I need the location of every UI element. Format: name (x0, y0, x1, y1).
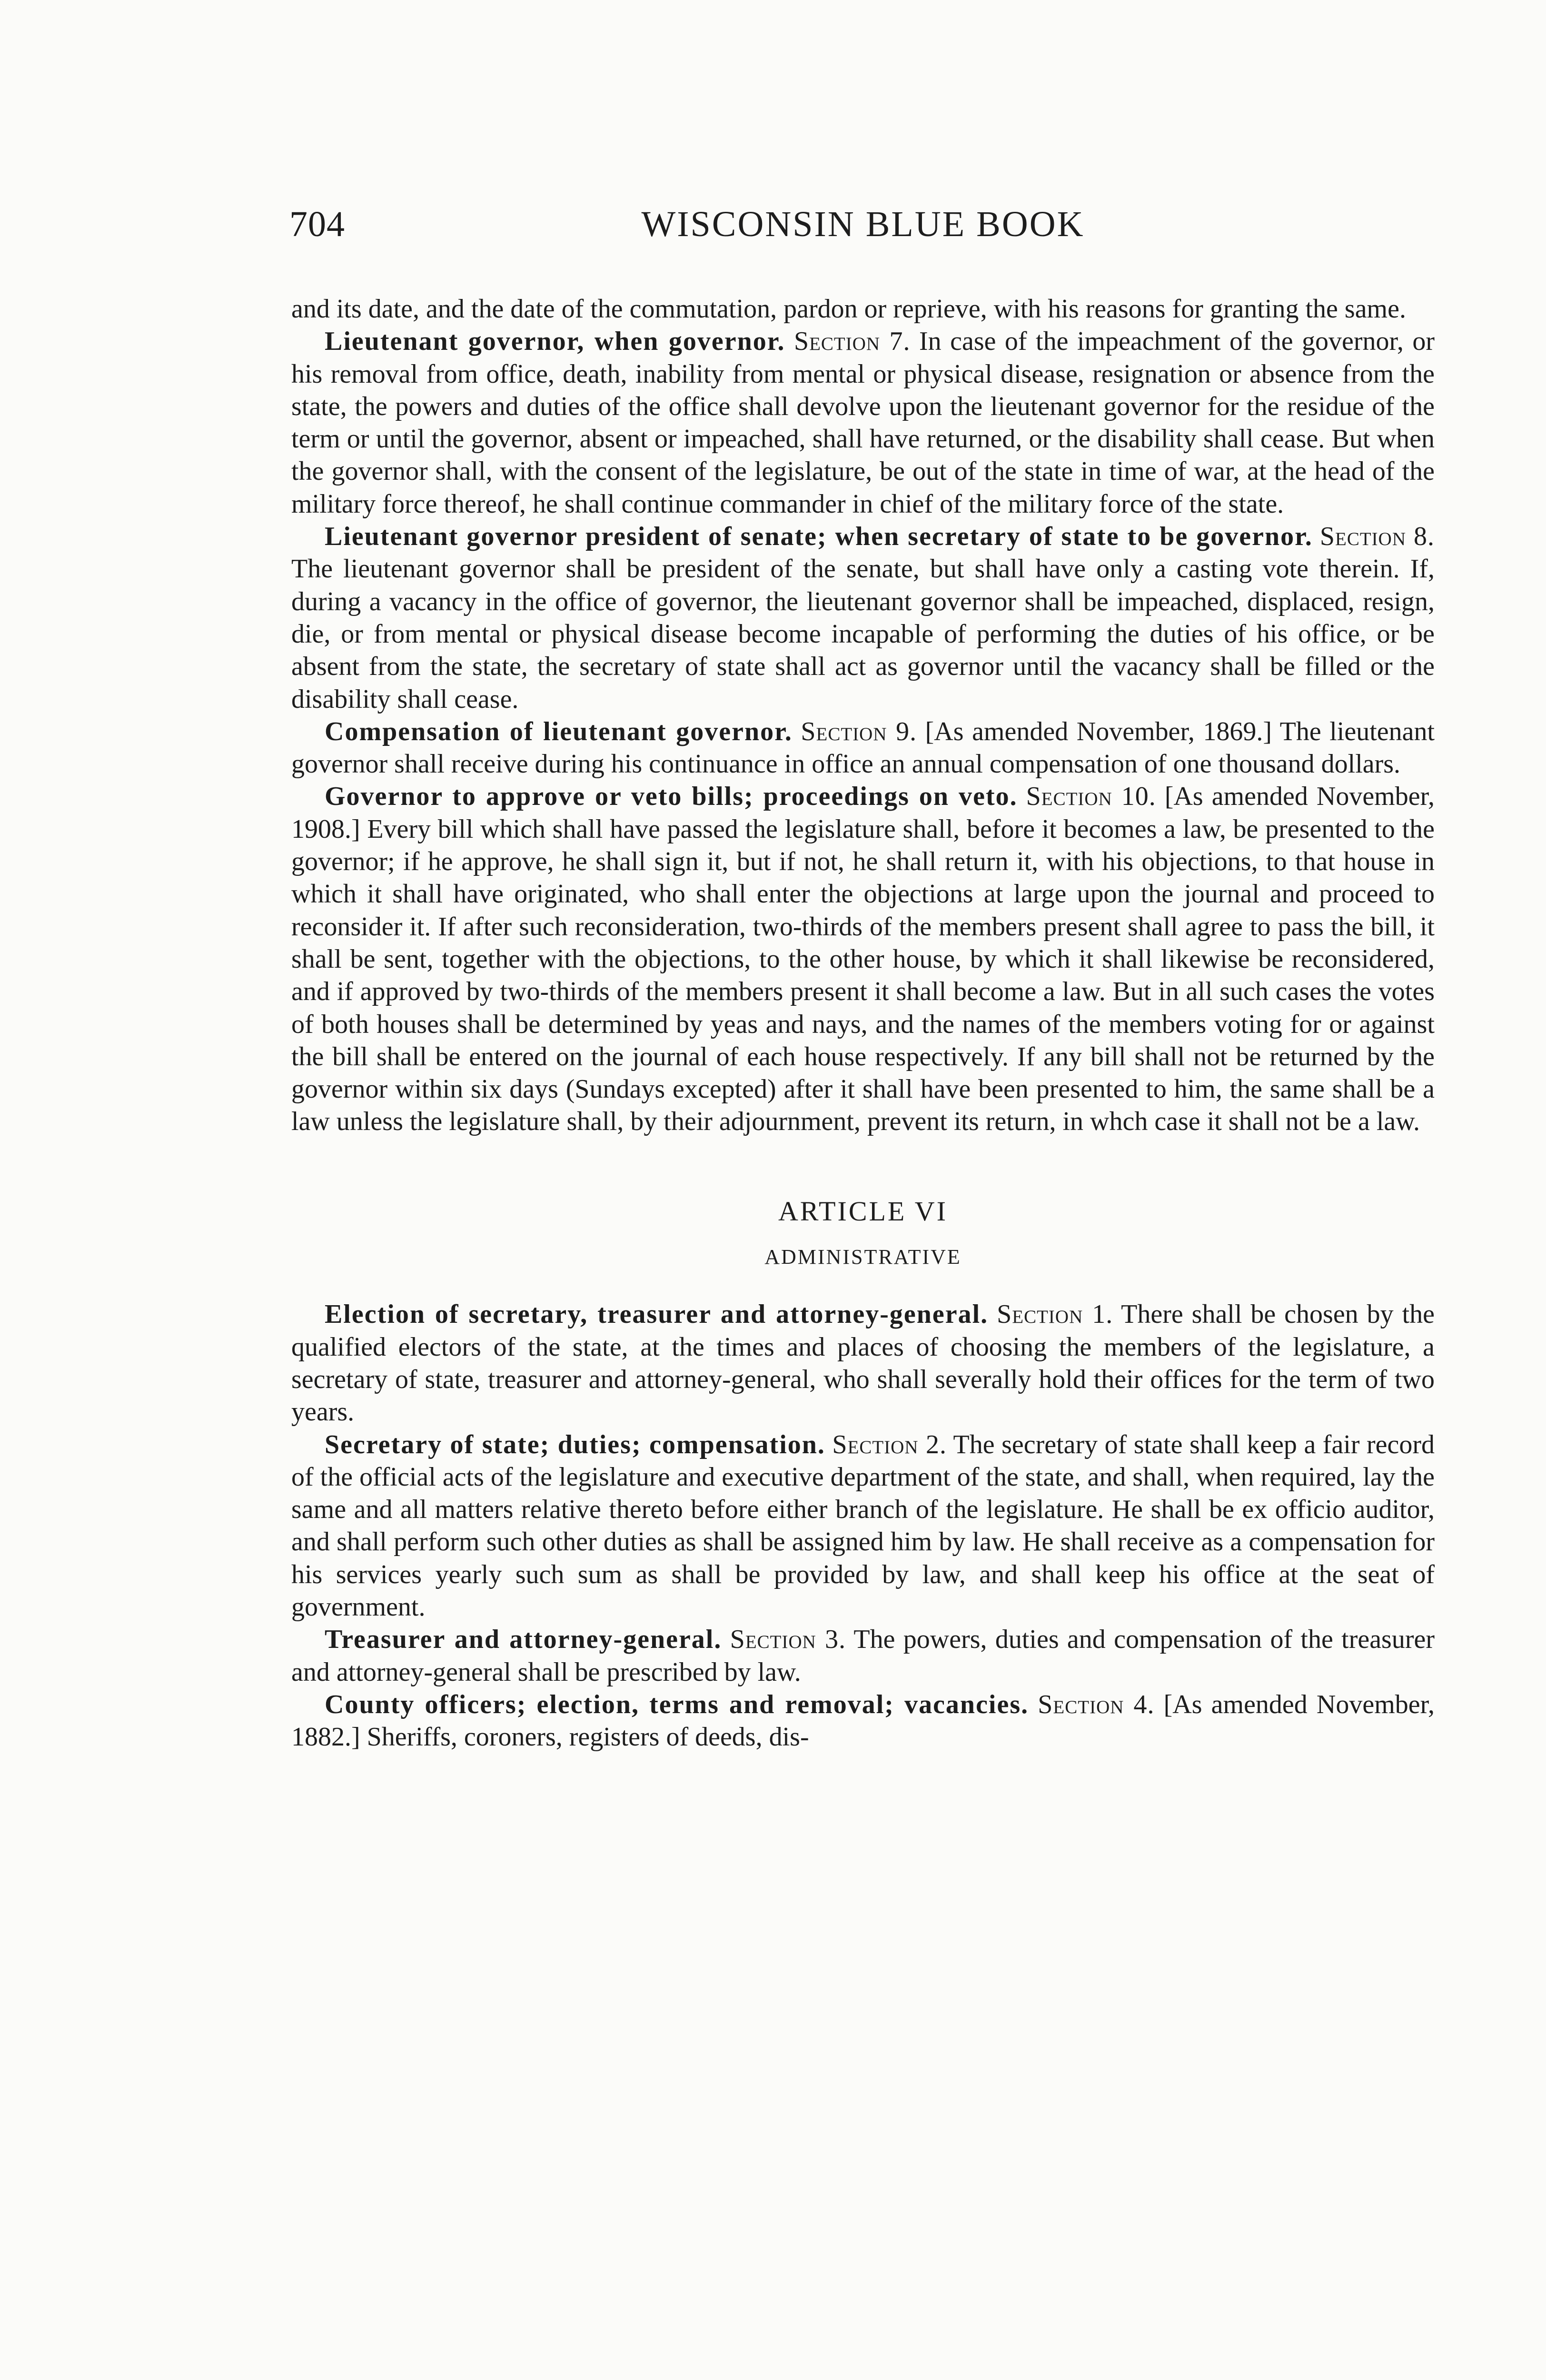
paragraph-text: The secretary of state shall keep a fair record of the official acts of the legislature and executive department of the state, and shall, when required, lay the same and all matters relative thereto before either branch of the legislature. He shall be ex officio auditor, and shall perform such other duties as shall be assigned him by law. He shall receive as a compensation for his services yearly such sum as shall be provided by law, and shall keep his office at the seat of government. (291, 1429, 1435, 1622)
paragraph-text: [As amended November, 1882.] Sheriffs, coroners, registers of deeds, dis- (291, 1689, 1435, 1752)
paragraph-text: and its date, and the date of the commutation, pardon or reprieve, with his reasons for granting the same. (291, 294, 1406, 324)
section-number: Section 8. (1319, 522, 1435, 552)
article-title: ARTICLE VI (778, 1195, 948, 1227)
paragraph-section-7 (291, 325, 1435, 520)
section-heading: Lieutenant governor, when governor. (325, 327, 785, 357)
section-number: Section 9. (801, 716, 917, 746)
paragraph-article-section-4 (291, 1688, 1435, 1754)
section-heading: Governor to approve or veto bills; proceedings on veto. (325, 782, 1018, 812)
section-heading: County officers; election, terms and removal; vacancies. (325, 1689, 1029, 1719)
paragraph-text: There shall be chosen by the qualified electors of the state, at the times and places of choosing the members of the legislature, a secretary of state, treasurer and attorney-general, who shall severally hold their offices for the term of two years. (291, 1299, 1435, 1427)
body-text (291, 293, 1435, 1753)
paragraph-text: In case of the impeachment of the governor, or his removal from office, death, inability from mental or physical disease, resignation or absence from the state, the powers and duties of the office shall devolve upon the lieutenant governor for the residue of the term or until the governor, absent or impeached, shall have returned, or the disability shall cease. But when the governor shall, with the consent of the legislature, be out of the state in time of war, at the head of the military force thereof, he shall continue commander in chief of the military force of the state. (291, 327, 1435, 519)
paragraph-text: The powers, duties and compensation of the treasurer and attorney-general shall be prescribed by law. (291, 1625, 1435, 1687)
paragraph-text: The lieutenant governor shall be president of the senate, but shall have only a casting vote therein. If, during a vacancy in the office of governor, the lieutenant governor shall be impeached, displaced, resign, die, or from mental or physical disease become incapable of performing the duties of his office, or be absent from the state, the secretary of state shall act as governor until the vacancy shall be filled or the disability shall cease. (291, 554, 1435, 714)
section-number: Section 4. (1038, 1689, 1155, 1719)
section-heading: Secretary of state; duties; compensation. (325, 1429, 825, 1459)
page-number: 704 (289, 204, 345, 244)
section-number: Section 3. (730, 1625, 846, 1655)
section-heading: Compensation of lieutenant governor. (325, 716, 793, 746)
paragraph-section-9 (291, 715, 1435, 781)
paragraph-section-8 (291, 520, 1435, 715)
paragraph-article-section-2 (291, 1428, 1435, 1624)
section-number: Section 7. (793, 327, 911, 357)
section-heading: Election of secretary, treasurer and attorney-general. (325, 1299, 989, 1329)
page-header (289, 204, 1437, 247)
paragraph-text: [As amended November, 1908.] Every bill which shall have passed the legislature shall, before it becomes a law, be presented to the governor; if he approve, he shall sign it, but if not, he shall return it, with his objections, to that house in which it shall have originated, who shall enter the objections at large upon the journal and proceed to reconsider it. If after such reconsideration, two-thirds of the members present shall agree to pass the bill, it shall be sent, together with the objections, to the other house, by which it shall likewise be reconsidered, and if approved by two-thirds of the members present it shall become a law. But in all such cases the votes of both houses shall be determined by yeas and nays, and the names of the members voting for or against the bill shall be entered on the journal of each house respectively. If any bill shall not be returned by the governor within six days (Sundays excepted) after it shall have been presented to him, the same shall be a law unless the legislature shall, by their adjournment, prevent its return, in whch case it shall not be a law. (291, 782, 1435, 1137)
section-heading: Treasurer and attorney-general. (325, 1625, 722, 1655)
paragraph-article-section-1 (291, 1298, 1435, 1428)
article-subtitle: ADMINISTRATIVE (764, 1245, 961, 1269)
section-number: Section 2. (832, 1429, 947, 1459)
section-heading: Lieutenant governor president of senate; when secretary of state to be governor. (325, 522, 1313, 552)
running-title: WISCONSIN BLUE BOOK (641, 204, 1085, 244)
section-number: Section 1. (997, 1299, 1113, 1329)
paragraph-article-section-3 (291, 1623, 1435, 1688)
paragraph-section-10 (291, 780, 1435, 1138)
section-number: Section 10. (1026, 782, 1156, 812)
paragraph-text: [As amended November, 1869.] The lieutenant governor shall receive during his continuance in office an annual compensation of one thousand dollars. (291, 716, 1435, 779)
paragraph-continuation (291, 293, 1435, 325)
